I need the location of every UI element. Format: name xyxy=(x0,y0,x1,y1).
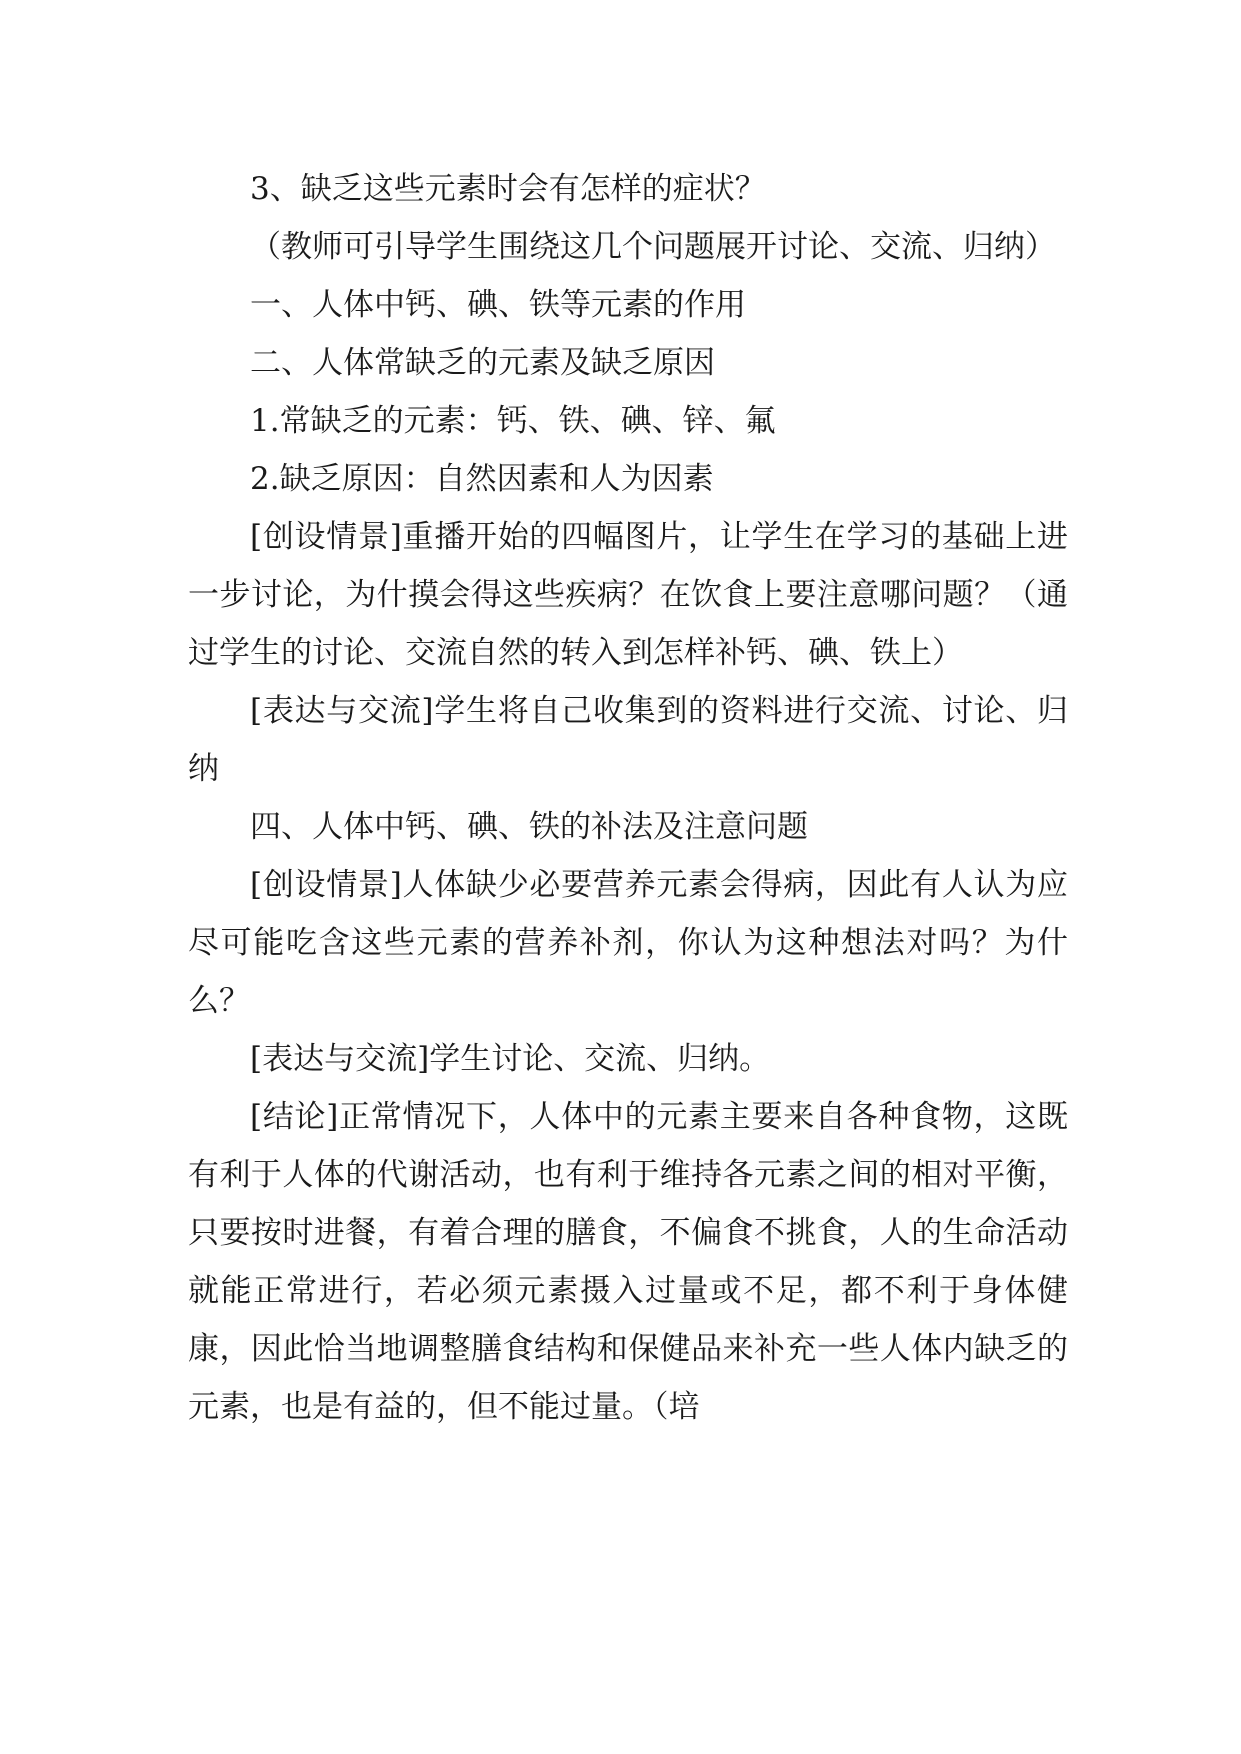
document-body xyxy=(188,160,1068,1436)
paragraph-scenario-2: [创设情景]人体缺少必要营养元素会得病，因此有人认为应尽可能吃含这些元素的营养补剂，你认为这种想法对吗？为什么？ xyxy=(188,867,1068,1019)
paragraph-question-3: 3、缺乏这些元素时会有怎样的症状？ xyxy=(250,171,766,207)
heading-section-2: 二、人体常缺乏的元素及缺乏原因 xyxy=(250,345,715,381)
heading-section-1: 一、人体中钙、碘、铁等元素的作用 xyxy=(250,287,746,323)
paragraph-discussion-2: [表达与交流]学生讨论、交流、归纳。 xyxy=(250,1041,771,1077)
paragraph-scenario-1: [创设情景]重播开始的四幅图片，让学生在学习的基础上进一步讨论，为什摸会得这些疾病？在饮食上要注意哪问题？（通过学生的讨论、交流自然的转入到怎样补钙、碘、铁上） xyxy=(188,519,1068,671)
paragraph-discussion-1: [表达与交流]学生将自己收集到的资料进行交流、讨论、归纳 xyxy=(188,693,1068,787)
heading-section-4: 四、人体中钙、碘、铁的补法及注意问题 xyxy=(250,809,808,845)
paragraph-conclusion: [结论]正常情况下，人体中的元素主要来自各种食物，这既有利于人体的代谢活动，也有利于维持各元素之间的相对平衡，只要按时进餐，有着合理的膳食，不偏食不挑食，人的生命活动就能正常进行，若必须元素摄入过量或不足，都不利于身体健康，因此恰当地调整膳食结构和保健品来补充一些人体内缺乏的元素，也是有益的，但不能过量。（培 xyxy=(188,1099,1068,1425)
list-item-1: 1.常缺乏的元素：钙、铁、碘、锌、氟 xyxy=(250,403,776,439)
list-item-2: 2.缺乏原因：自然因素和人为因素 xyxy=(250,461,714,497)
paragraph-teacher-note: （教师可引导学生围绕这几个问题展开讨论、交流、归纳） xyxy=(250,229,1056,265)
